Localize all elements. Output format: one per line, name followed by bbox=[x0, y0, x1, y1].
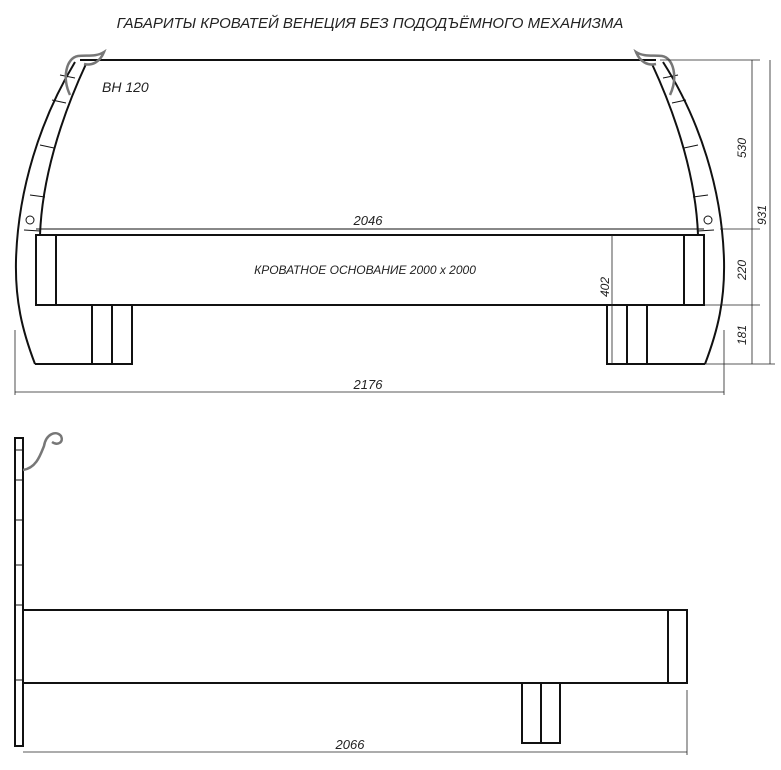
front-view bbox=[15, 52, 775, 395]
dim-base-height: 402 bbox=[598, 276, 612, 298]
dim-length: 2066 bbox=[335, 737, 365, 752]
side-lamp-icon bbox=[23, 433, 62, 470]
dim-frame-height: 220 bbox=[735, 259, 749, 281]
bolt-left-icon bbox=[26, 216, 34, 224]
dim-total-height: 931 bbox=[755, 204, 769, 226]
dim-headboard-top: 530 bbox=[735, 137, 749, 159]
headboard bbox=[16, 60, 724, 364]
dim-inner-width: 2046 bbox=[353, 213, 383, 228]
bolt-right-icon bbox=[704, 216, 712, 224]
side-frame bbox=[23, 610, 687, 683]
lamp-right-icon bbox=[636, 52, 674, 95]
side-view bbox=[15, 433, 687, 755]
model-label: ВН 120 bbox=[102, 79, 149, 95]
dim-leg-height: 181 bbox=[735, 324, 749, 346]
drawing-title: ГАБАРИТЫ КРОВАТЕЙ ВЕНЕЦИЯ БЕЗ ПОДОДЪЁМНОГО МЕХАНИЗМА bbox=[116, 15, 624, 32]
base-label: КРОВАТНОЕ ОСНОВАНИЕ 2000 х 2000 bbox=[254, 263, 476, 277]
lamp-left-icon bbox=[66, 52, 104, 95]
side-leg bbox=[522, 683, 560, 743]
dim-total-width: 2176 bbox=[353, 377, 383, 392]
side-headboard bbox=[15, 438, 23, 746]
legs bbox=[92, 305, 647, 364]
